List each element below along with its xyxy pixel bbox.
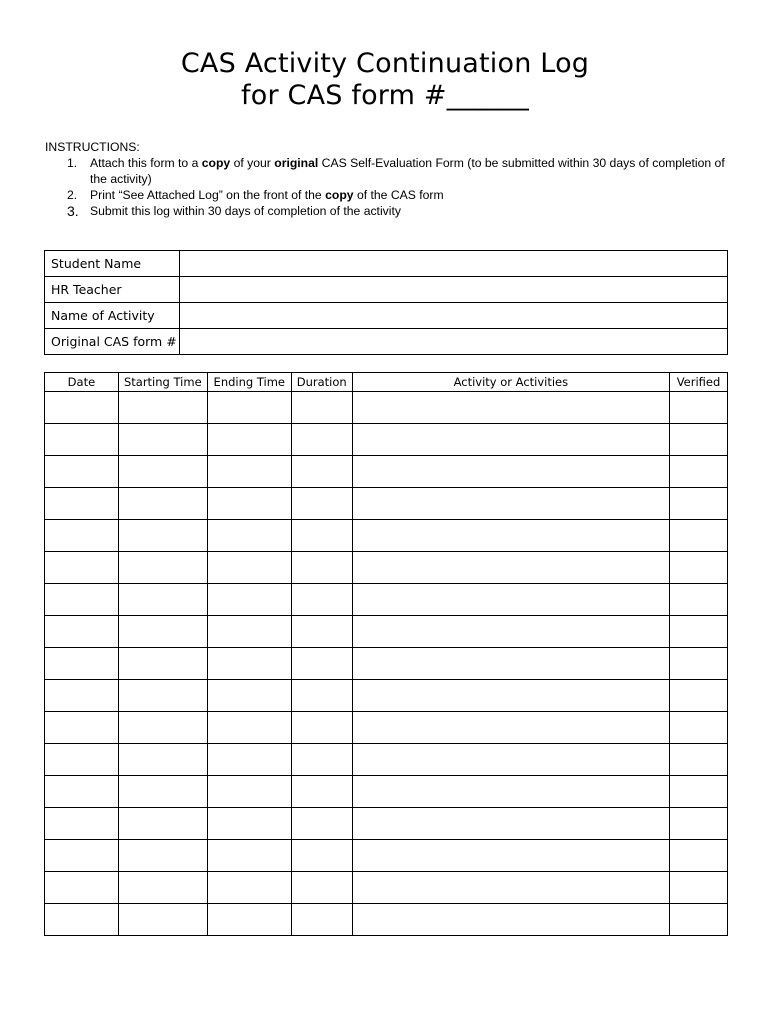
log-cell[interactable] (352, 904, 669, 936)
info-row (45, 277, 728, 303)
log-row (45, 904, 728, 936)
log-cell[interactable] (352, 424, 669, 456)
log-cell[interactable] (352, 616, 669, 648)
log-cell[interactable] (291, 904, 352, 936)
log-column-header: Starting Time (118, 373, 207, 392)
log-cell[interactable] (352, 392, 669, 424)
log-cell[interactable] (118, 808, 207, 840)
form-subtitle: for CAS form #______ (241, 80, 529, 111)
log-cell[interactable] (352, 488, 669, 520)
log-cell[interactable] (670, 680, 728, 712)
log-cell[interactable] (670, 872, 728, 904)
log-cell[interactable] (352, 872, 669, 904)
log-row (45, 808, 728, 840)
log-cell[interactable] (207, 584, 291, 616)
log-row (45, 488, 728, 520)
instructions-list (45, 155, 725, 219)
log-cell[interactable] (670, 712, 728, 744)
info-value-field[interactable] (180, 329, 728, 355)
log-cell[interactable] (207, 776, 291, 808)
log-row (45, 648, 728, 680)
log-cell[interactable] (352, 840, 669, 872)
log-cell[interactable] (207, 872, 291, 904)
log-column-header: Ending Time (207, 373, 291, 392)
log-cell[interactable] (207, 744, 291, 776)
log-cell[interactable] (207, 552, 291, 584)
log-cell[interactable] (291, 808, 352, 840)
instructions-heading: INSTRUCTIONS: (45, 140, 140, 154)
log-cell[interactable] (207, 424, 291, 456)
log-row (45, 424, 728, 456)
log-row (45, 456, 728, 488)
log-cell[interactable] (291, 712, 352, 744)
log-cell[interactable] (291, 552, 352, 584)
instruction-emphasis: copy (325, 188, 354, 202)
log-cell[interactable] (670, 648, 728, 680)
log-cell[interactable] (45, 840, 119, 872)
log-cell[interactable] (670, 776, 728, 808)
log-cell[interactable] (352, 520, 669, 552)
log-cell[interactable] (45, 616, 119, 648)
log-cell[interactable] (118, 648, 207, 680)
log-cell[interactable] (207, 616, 291, 648)
log-cell[interactable] (207, 808, 291, 840)
log-cell[interactable] (670, 584, 728, 616)
instruction-item (45, 155, 725, 187)
log-cell[interactable] (118, 392, 207, 424)
info-label: Student Name (45, 251, 180, 277)
log-cell[interactable] (45, 488, 119, 520)
log-cell[interactable] (45, 872, 119, 904)
instruction-number: 3. (67, 203, 79, 219)
log-cell[interactable] (670, 840, 728, 872)
log-cell[interactable] (352, 680, 669, 712)
log-cell[interactable] (291, 744, 352, 776)
info-label: HR Teacher (45, 277, 180, 303)
log-cell[interactable] (45, 808, 119, 840)
log-cell[interactable] (118, 840, 207, 872)
log-cell[interactable] (670, 744, 728, 776)
log-cell[interactable] (670, 456, 728, 488)
log-cell[interactable] (207, 456, 291, 488)
instruction-emphasis: copy (201, 156, 231, 170)
log-cell[interactable] (118, 584, 207, 616)
log-cell[interactable] (291, 392, 352, 424)
log-cell[interactable] (670, 392, 728, 424)
instruction-item (45, 203, 725, 219)
log-cell[interactable] (291, 648, 352, 680)
instruction-text: of your (230, 156, 275, 170)
log-column-header: Duration (291, 373, 352, 392)
log-cell[interactable] (670, 616, 728, 648)
log-cell[interactable] (45, 904, 119, 936)
log-cell[interactable] (207, 488, 291, 520)
log-column-header: Verified (670, 373, 728, 392)
instructions-section (45, 139, 725, 219)
log-row (45, 520, 728, 552)
log-cell[interactable] (118, 488, 207, 520)
log-cell[interactable] (45, 648, 119, 680)
form-title: CAS Activity Continuation Log (180, 48, 590, 79)
log-cell[interactable] (352, 776, 669, 808)
log-cell[interactable] (118, 520, 207, 552)
log-cell[interactable] (291, 776, 352, 808)
log-cell[interactable] (207, 648, 291, 680)
log-cell[interactable] (118, 456, 207, 488)
instruction-text: of the CAS form (353, 188, 444, 202)
instruction-number: 2. (67, 188, 78, 202)
instruction-text: Submit this log within 30 days of completion of the activity (90, 204, 401, 218)
info-value-field[interactable] (180, 303, 728, 329)
activity-log-table (44, 372, 728, 936)
info-row (45, 329, 728, 355)
log-cell[interactable] (45, 520, 119, 552)
log-cell[interactable] (352, 456, 669, 488)
log-cell[interactable] (670, 424, 728, 456)
log-cell[interactable] (45, 552, 119, 584)
info-row (45, 251, 728, 277)
log-row (45, 712, 728, 744)
info-value-field[interactable] (180, 251, 728, 277)
log-row (45, 680, 728, 712)
log-cell[interactable] (670, 808, 728, 840)
log-cell[interactable] (207, 392, 291, 424)
log-cell[interactable] (670, 488, 728, 520)
info-value-field[interactable] (180, 277, 728, 303)
log-row (45, 392, 728, 424)
log-row (45, 840, 728, 872)
student-info-table (44, 250, 728, 355)
log-cell[interactable] (291, 584, 352, 616)
log-cell[interactable] (45, 584, 119, 616)
log-cell[interactable] (291, 616, 352, 648)
log-cell[interactable] (291, 456, 352, 488)
log-row (45, 552, 728, 584)
instruction-text: Print “See Attached Log” on the front of the (90, 188, 326, 202)
log-cell[interactable] (291, 424, 352, 456)
log-cell[interactable] (352, 552, 669, 584)
info-row (45, 303, 728, 329)
log-cell[interactable] (45, 456, 119, 488)
instruction-item (45, 187, 725, 203)
log-cell[interactable] (352, 808, 669, 840)
log-cell[interactable] (118, 904, 207, 936)
log-cell[interactable] (670, 552, 728, 584)
log-cell[interactable] (45, 744, 119, 776)
instruction-emphasis: original (274, 156, 319, 170)
log-row (45, 744, 728, 776)
log-cell[interactable] (207, 680, 291, 712)
log-cell[interactable] (118, 744, 207, 776)
log-row (45, 776, 728, 808)
log-cell[interactable] (670, 904, 728, 936)
log-cell[interactable] (45, 424, 119, 456)
log-cell[interactable] (291, 520, 352, 552)
log-cell[interactable] (45, 680, 119, 712)
log-cell[interactable] (670, 520, 728, 552)
log-cell[interactable] (118, 776, 207, 808)
log-cell[interactable] (291, 872, 352, 904)
log-cell[interactable] (118, 872, 207, 904)
log-row (45, 616, 728, 648)
log-cell[interactable] (352, 712, 669, 744)
log-cell[interactable] (45, 776, 119, 808)
log-cell[interactable] (291, 488, 352, 520)
instruction-text: Attach this form to a (90, 156, 202, 170)
instruction-text: CAS Self-Evaluation Form (to be submitted within 30 days of completion of the activity) (90, 156, 725, 186)
log-column-header: Date (45, 373, 119, 392)
log-cell[interactable] (352, 584, 669, 616)
log-cell[interactable] (118, 616, 207, 648)
log-cell[interactable] (207, 904, 291, 936)
log-cell[interactable] (352, 648, 669, 680)
log-cell[interactable] (207, 840, 291, 872)
info-label: Name of Activity (45, 303, 180, 329)
log-cell[interactable] (352, 744, 669, 776)
log-cell[interactable] (291, 840, 352, 872)
log-header-row (45, 373, 728, 392)
log-cell[interactable] (207, 712, 291, 744)
log-cell[interactable] (118, 680, 207, 712)
log-row (45, 584, 728, 616)
log-cell[interactable] (291, 680, 352, 712)
log-cell[interactable] (118, 424, 207, 456)
log-column-header: Activity or Activities (352, 373, 669, 392)
log-cell[interactable] (118, 552, 207, 584)
log-cell[interactable] (45, 712, 119, 744)
log-cell[interactable] (45, 392, 119, 424)
log-cell[interactable] (118, 712, 207, 744)
info-label: Original CAS form # (45, 329, 180, 355)
instruction-number: 1. (67, 156, 78, 170)
log-row (45, 872, 728, 904)
log-cell[interactable] (207, 520, 291, 552)
